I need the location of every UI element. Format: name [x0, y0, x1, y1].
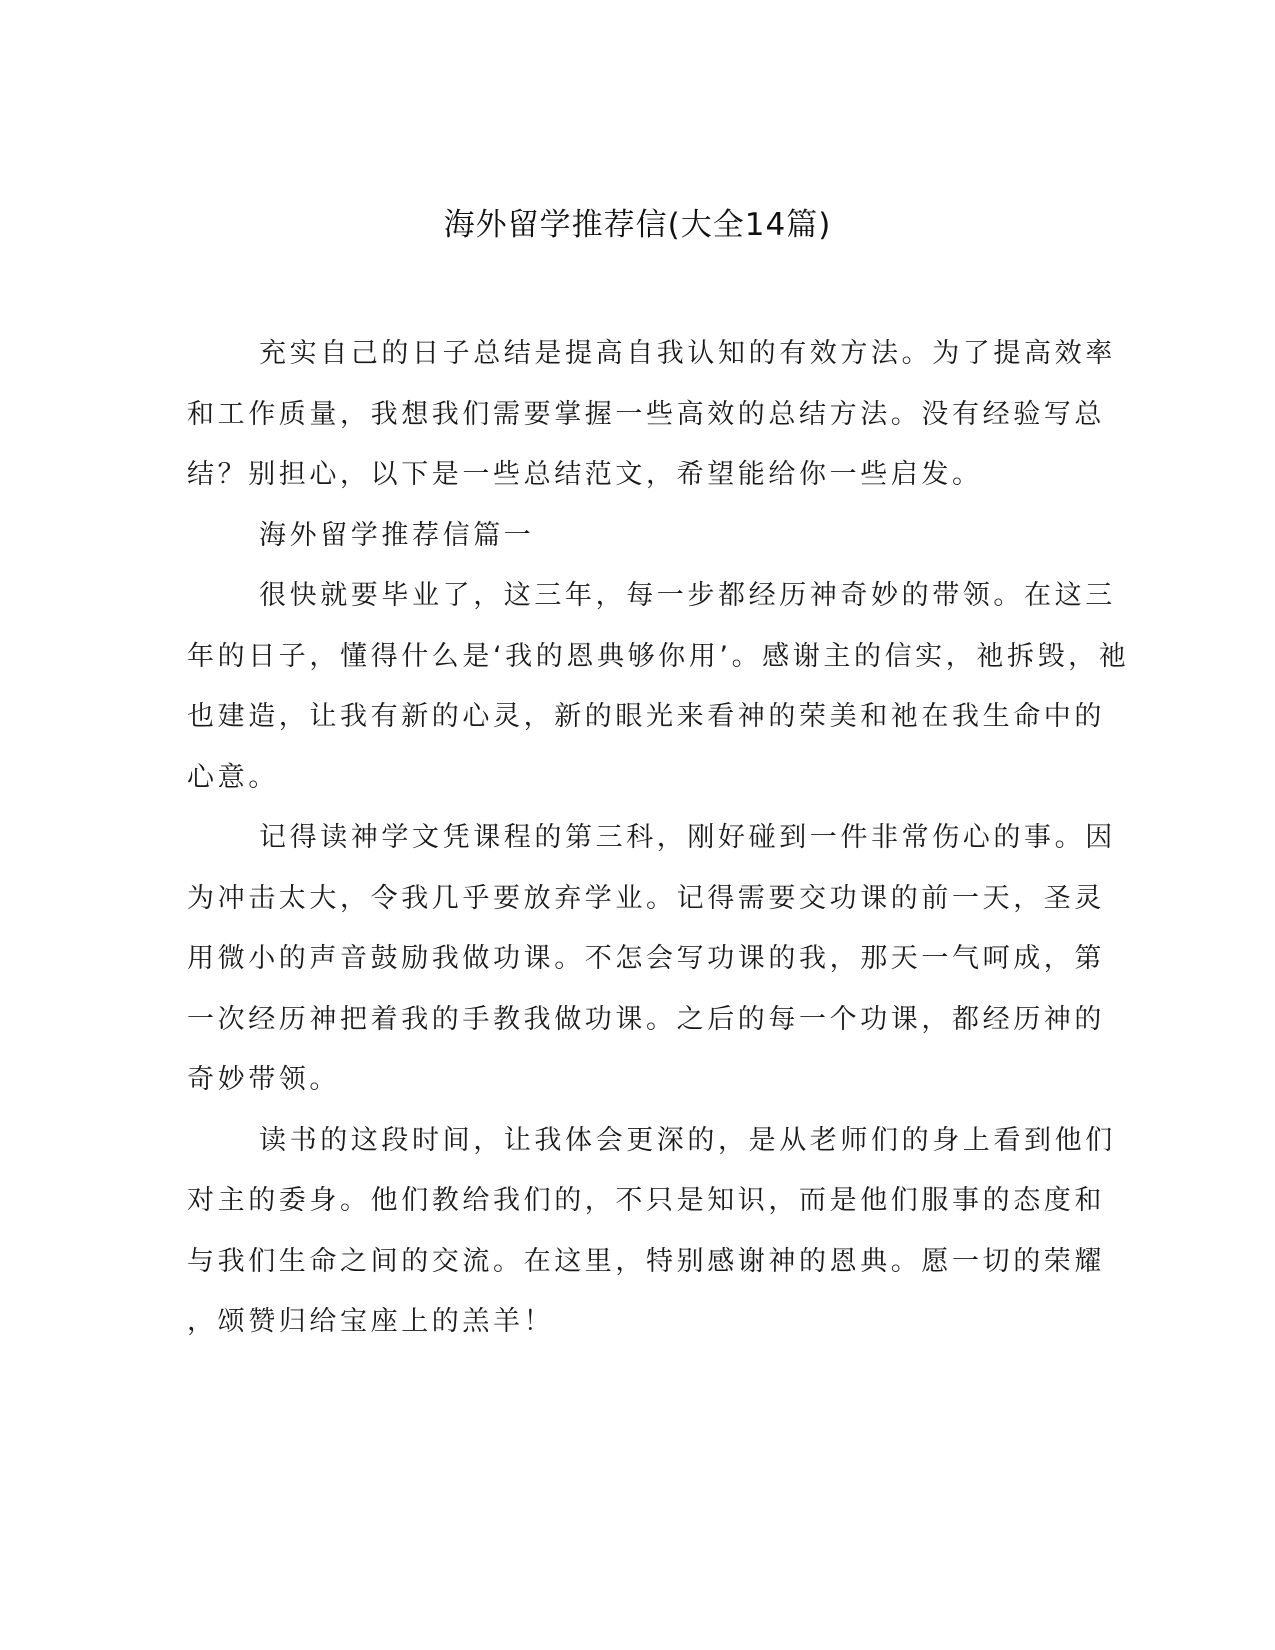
- text-line: 用微小的声音鼓励我做功课。不怎会写功课的我，那天一气呵成，第: [187, 943, 1105, 974]
- document-title: 海外留学推荐信(大全14篇): [443, 207, 832, 243]
- text-line: 年的日子，懂得什么是‘我的恩典够你用’。感谢主的信实，祂拆毁，祂: [187, 640, 1130, 672]
- paragraph-graduation: [187, 566, 1130, 808]
- text-line: 也建造，让我有新的心灵，新的眼光来看神的荣美和祂在我生命中的: [187, 701, 1105, 732]
- text-line: ，颂赞归给宝座上的羔羊！: [187, 1306, 555, 1337]
- text-line: 很快就要毕业了，这三年，每一步都经历神奇妙的带领。在这三: [259, 580, 1116, 611]
- paragraph-teachers: [187, 1111, 1116, 1353]
- section-heading-text: 海外留学推荐信篇一: [259, 519, 535, 551]
- text-line: 奇妙带领。: [187, 1064, 340, 1095]
- paragraph-course: [187, 808, 1116, 1111]
- document-body: [187, 324, 1130, 1353]
- text-line: 为冲击太大，令我几乎要放弃学业。记得需要交功课的前一天，圣灵: [187, 882, 1105, 914]
- paragraph-intro: [187, 324, 1116, 506]
- text-line: 对主的委身。他们教给我们的，不只是知识，而是他们服事的态度和: [187, 1185, 1105, 1216]
- text-line: 与我们生命之间的交流。在这里，特别感谢神的恩典。愿一切的荣耀: [187, 1245, 1105, 1277]
- text-line: 记得读神学文凭课程的第三科，刚好碰到一件非常伤心的事。因: [259, 822, 1116, 853]
- text-line: 充实自己的日子总结是提高自我认知的有效方法。为了提高效率: [259, 338, 1116, 369]
- section-heading: [187, 506, 1087, 567]
- text-line: 读书的这段时间，让我体会更深的，是从老师们的身上看到他们: [259, 1124, 1116, 1156]
- text-line: 一次经历神把着我的手教我做功课。之后的每一个功课，都经历神的: [187, 1003, 1105, 1035]
- text-line: 和工作质量，我想我们需要掌握一些高效的总结方法。没有经验写总: [187, 398, 1105, 430]
- text-line: 结？别担心，以下是一些总结范文，希望能给你一些启发。: [187, 459, 983, 490]
- text-line: 心意。: [187, 761, 279, 793]
